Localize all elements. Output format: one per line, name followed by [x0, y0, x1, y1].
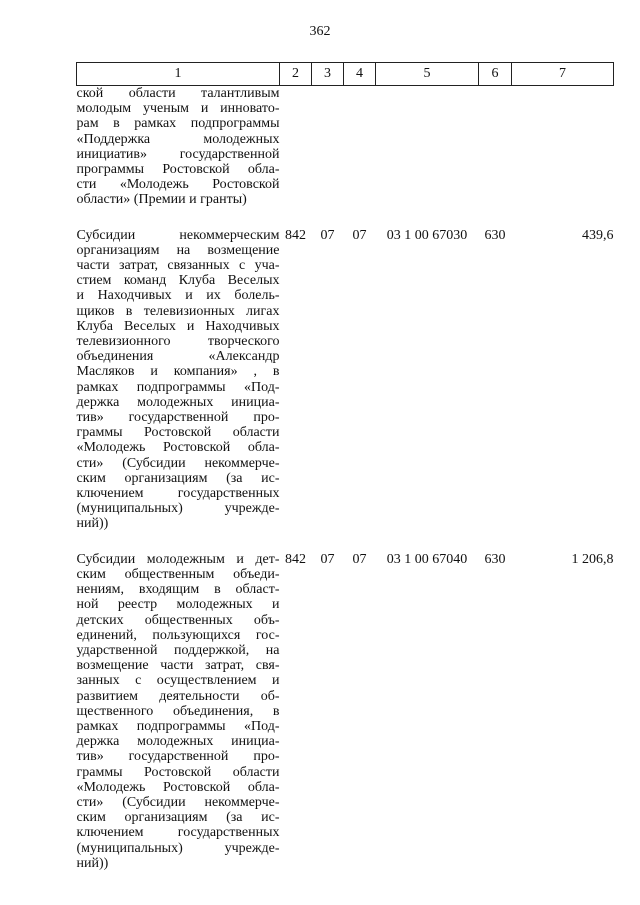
- description-line: держка молодежных инициа-: [76, 394, 280, 410]
- row-ministry-code: [280, 86, 312, 208]
- row-ministry-code: 842: [285, 551, 306, 567]
- row-spacer-cell: [77, 208, 614, 228]
- description-line: телевизионного творческого: [76, 334, 280, 350]
- description-line: ний)): [76, 855, 109, 871]
- description-line: ударственной поддержкой, на: [76, 642, 280, 658]
- header-target: 5: [376, 63, 479, 86]
- row-target-article: [376, 86, 479, 208]
- table-row: [77, 228, 614, 532]
- description-line: (муниципальных) учрежде-: [76, 501, 280, 517]
- row-amount: 1 206,8: [571, 551, 614, 567]
- description-line: рамках подпрограммы «Под-: [76, 379, 280, 395]
- description-line: «Молодежь Ростовской обла-: [76, 440, 280, 456]
- description-line: сти «Молодежь Ростовской: [76, 177, 280, 193]
- table-row: [77, 86, 614, 208]
- description-line: единений, пользующихся гос-: [76, 627, 280, 643]
- row-subsection-code: 07: [352, 551, 367, 567]
- description-line: ским организациям (за ис-: [76, 470, 280, 486]
- row-target-article: 03 1 00 67040: [386, 551, 468, 567]
- row-section-code: 07: [320, 551, 335, 567]
- description-line: сти» (Субсидии некоммерче-: [76, 455, 280, 471]
- page-number: 362: [309, 24, 331, 39]
- description-line: ским общественным объеди-: [76, 566, 280, 582]
- budget-table: [76, 62, 614, 871]
- description-line: Субсидии молодежным и дет-: [76, 551, 280, 567]
- row-spacer: [77, 532, 614, 552]
- table-row: [77, 552, 614, 871]
- description-line: части затрат, связанных с уча-: [76, 258, 280, 274]
- description-line: ключением государственных: [76, 825, 280, 841]
- row-ministry-code: 842: [285, 227, 306, 243]
- row-expense-type: [479, 86, 512, 208]
- header-description: 1: [77, 63, 280, 86]
- description-line: возмещение части затрат, свя-: [76, 658, 280, 674]
- description-line: молодым ученым и инновато-: [76, 101, 280, 117]
- header-ministry: 2: [280, 63, 312, 86]
- description-line: инициатив» государственной: [76, 146, 280, 162]
- description-line: Масляков и компания» , в: [76, 364, 280, 380]
- description-line: ской области талантливым: [76, 86, 280, 101]
- description-line: (муниципальных) учрежде-: [76, 840, 280, 856]
- description-line: щественного объединения, в: [76, 703, 280, 719]
- description-line: программы Ростовской обла-: [76, 162, 280, 178]
- description-line: объединения «Александр: [76, 349, 280, 365]
- table-body: [77, 86, 614, 871]
- row-amount: 439,6: [582, 227, 614, 243]
- description-line: «Поддержка молодежных: [76, 131, 280, 147]
- row-expense-type: 630: [484, 227, 506, 243]
- description-line: развитием деятельности об-: [76, 688, 280, 704]
- description-line: организациям на возмещение: [76, 242, 280, 258]
- description-line: и Находчивых и их болель-: [76, 288, 280, 304]
- description-line: нениям, входящим в област-: [76, 582, 280, 598]
- row-amount: [512, 86, 614, 208]
- description-line: граммы Ростовской области: [76, 764, 280, 780]
- description-line: занных с осуществлением и: [76, 673, 280, 689]
- description-line: щиков в телевизионных лигах: [76, 303, 280, 319]
- row-spacer-cell: [77, 532, 614, 552]
- description-line: стием команд Клуба Веселых: [76, 273, 280, 289]
- description-line: «Молодежь Ростовской обла-: [76, 779, 280, 795]
- row-section-code: [312, 86, 344, 208]
- header-amount: 7: [512, 63, 614, 86]
- description-line: области» (Премии и гранты): [76, 192, 247, 208]
- description-line: тив» государственной про-: [76, 749, 280, 765]
- description-line: граммы Ростовской области: [76, 425, 280, 441]
- header-section: 3: [312, 63, 344, 86]
- row-subsection-code: 07: [352, 227, 367, 243]
- description-line: ключением государственных: [76, 486, 280, 502]
- description-line: детских общественных объ-: [76, 612, 280, 628]
- header-type: 6: [479, 63, 512, 86]
- description-line: сти» (Субсидии некоммерче-: [76, 794, 280, 810]
- description-line: Субсидии некоммерческим: [76, 227, 280, 243]
- description-line: рам в рамках подпрограммы: [76, 116, 280, 132]
- row-expense-type: 630: [484, 551, 506, 567]
- row-target-article: 03 1 00 67030: [386, 227, 468, 243]
- header-subsection: 4: [344, 63, 376, 86]
- row-section-code: 07: [320, 227, 335, 243]
- header-row: [77, 63, 614, 86]
- row-description: [77, 86, 280, 208]
- description-line: тив» государственной про-: [76, 410, 280, 426]
- description-line: Клуба Веселых и Находчивых: [76, 318, 280, 334]
- description-line: ной реестр молодежных и: [76, 597, 280, 613]
- row-description: [77, 228, 280, 532]
- description-line: держка молодежных инициа-: [76, 734, 280, 750]
- row-subsection-code: [344, 86, 376, 208]
- description-line: ний)): [76, 516, 109, 532]
- description-line: ским организациям (за ис-: [76, 810, 280, 826]
- row-description: [77, 552, 280, 871]
- description-line: рамках подпрограммы «Под-: [76, 718, 280, 734]
- row-spacer: [77, 208, 614, 228]
